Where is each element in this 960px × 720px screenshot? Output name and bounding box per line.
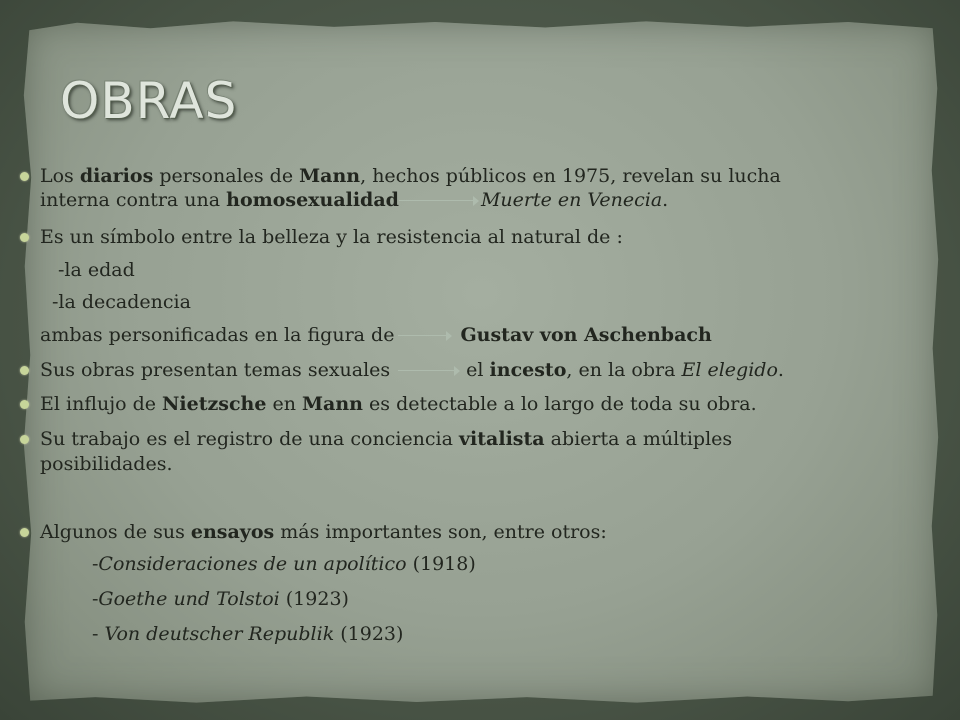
italic-text: El elegido: [681, 359, 778, 381]
text: personales de: [153, 165, 300, 187]
bold-text: diarios: [79, 165, 154, 187]
text: Los: [40, 165, 80, 187]
bold-text: vitalista: [459, 428, 545, 450]
bold-text: homosexualidad: [226, 189, 399, 211]
arrow-icon: [394, 331, 454, 341]
essay-item: [92, 587, 349, 611]
text: interna contra una: [40, 189, 227, 211]
italic-text: Muerte en Venecia: [480, 189, 663, 211]
essay-title: Consideraciones de un apolítico: [98, 553, 407, 575]
essay-title: Goethe und Tolstoi: [98, 588, 280, 610]
text: .: [662, 189, 669, 211]
essay-title: Von deutscher Republik: [104, 623, 335, 645]
bold-text: Mann: [302, 393, 363, 415]
text: ambas personificadas en la figura de: [40, 324, 395, 346]
text: .: [777, 359, 784, 381]
sub-line-edad: -la edad: [58, 259, 135, 281]
arrow-icon: [399, 196, 479, 206]
arrow-icon: [390, 366, 466, 376]
bullet-ensayos-line: [40, 520, 607, 544]
text: es detectable a lo largo de toda su obra.: [363, 393, 757, 415]
bullet-temas-line: [40, 358, 784, 382]
text: Su trabajo es el registro de una conciencia: [40, 428, 459, 450]
essay-item: [92, 622, 403, 646]
slide-title: OBRAS: [60, 72, 238, 130]
essay-item: [92, 552, 476, 576]
text: -: [92, 588, 99, 610]
text: -: [92, 623, 105, 645]
text: Algunos de sus: [40, 521, 191, 543]
sub-line-decadencia: -la decadencia: [52, 291, 191, 313]
bold-text: Mann: [299, 165, 361, 187]
essay-year: (1918): [406, 553, 476, 575]
text: Es un símbolo entre la belleza y la resistencia al natural de :: [40, 226, 623, 248]
text: -: [92, 553, 99, 575]
bullet-nietzsche-line: [40, 392, 757, 416]
bold-text: ensayos: [190, 521, 275, 543]
bold-text: Gustav von Aschenbach: [460, 324, 712, 346]
text: en: [266, 393, 303, 415]
bullet-diarios-line1: [40, 164, 781, 188]
text: El influjo de: [40, 393, 163, 415]
text: , hechos públicos en 1975, revelan su lucha: [360, 165, 781, 187]
bold-text: incesto: [489, 359, 567, 381]
bold-text: Nietzsche: [162, 393, 267, 415]
essay-year: (1923): [334, 623, 404, 645]
text: , en la obra: [566, 359, 682, 381]
text: posibilidades.: [40, 453, 173, 475]
bullet-diarios-line2: [40, 188, 668, 212]
text: abierta a múltiples: [544, 428, 733, 450]
text: el: [466, 359, 490, 381]
text: más importantes son, entre otros:: [274, 521, 607, 543]
bullet-vitalista-line1: [40, 427, 732, 451]
sub-line-aschenbach: [40, 323, 712, 347]
text: Sus obras presentan temas sexuales: [40, 359, 391, 381]
essay-year: (1923): [279, 588, 349, 610]
